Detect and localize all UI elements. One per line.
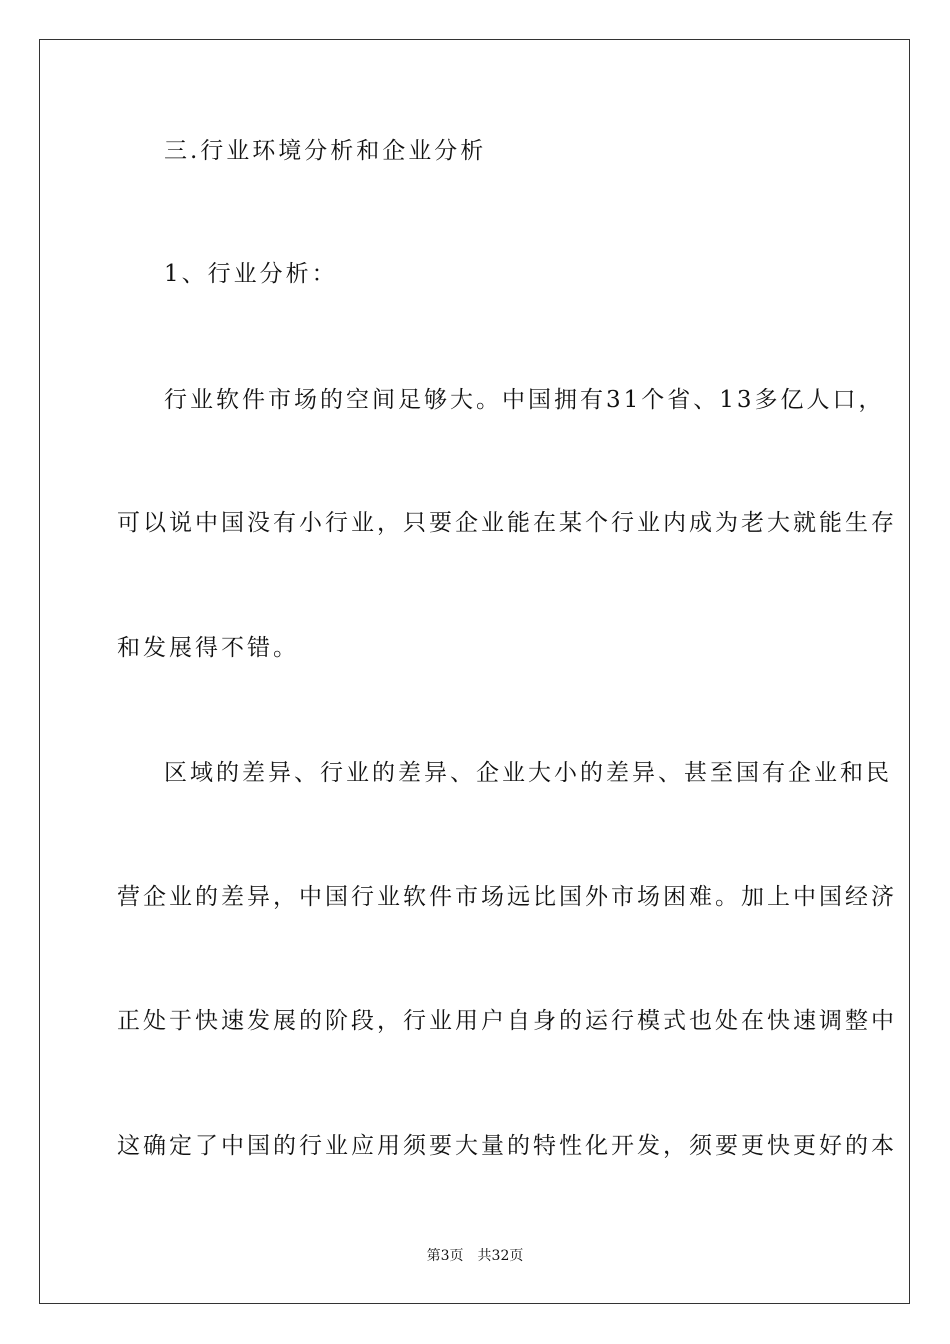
page-border bbox=[39, 39, 910, 1304]
paragraph-line: 区域的差异、行业的差异、企业大小的差异、甚至国有企业和民 bbox=[164, 760, 892, 786]
paragraph-line: 这确定了中国的行业应用须要大量的特性化开发，须要更快更好的本 bbox=[117, 1133, 897, 1159]
page-total: 共32页 bbox=[477, 1248, 524, 1264]
page-footer bbox=[0, 1247, 950, 1265]
paragraph-line: 行业软件市场的空间足够大。中国拥有31个省、13多亿人口， bbox=[164, 387, 885, 413]
page-number: 第3页 bbox=[426, 1248, 464, 1264]
paragraph-line: 营企业的差异，中国行业软件市场远比国外市场困难。加上中国经济 bbox=[117, 884, 897, 910]
subsection-heading: 1、行业分析： bbox=[164, 261, 338, 287]
section-heading: 三.行业环境分析和企业分析 bbox=[164, 138, 487, 164]
paragraph-line: 可以说中国没有小行业，只要企业能在某个行业内成为老大就能生存 bbox=[117, 510, 897, 536]
paragraph-line: 正处于快速发展的阶段，行业用户自身的运行模式也处在快速调整中 bbox=[117, 1008, 897, 1034]
paragraph-line: 和发展得不错。 bbox=[117, 635, 299, 661]
